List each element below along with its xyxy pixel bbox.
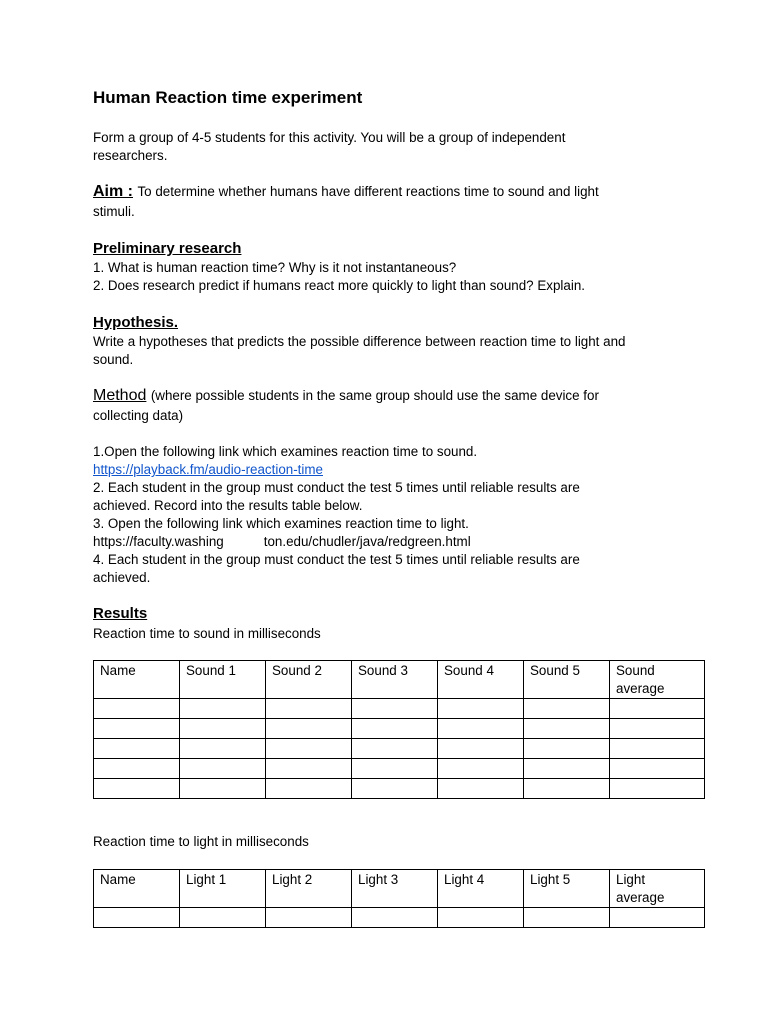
table-cell[interactable] xyxy=(94,908,180,928)
method-note-1: (where possible students in the same group should use the same device for xyxy=(150,388,599,403)
sound-table-caption: Reaction time to sound in milliseconds xyxy=(93,626,321,641)
table-cell[interactable] xyxy=(352,779,438,799)
table-cell[interactable] xyxy=(610,908,705,928)
header-cell xyxy=(610,661,705,699)
table-cell[interactable] xyxy=(266,739,352,759)
table-cell[interactable] xyxy=(524,759,610,779)
table-cell[interactable] xyxy=(524,719,610,739)
header-cell: Sound 1 xyxy=(180,661,266,699)
table-cell[interactable] xyxy=(524,908,610,928)
table-cell[interactable] xyxy=(266,908,352,928)
light-test-url xyxy=(93,533,471,551)
table-cell[interactable] xyxy=(524,779,610,799)
table-cell[interactable] xyxy=(180,759,266,779)
table-row xyxy=(94,699,705,719)
table-cell[interactable] xyxy=(266,779,352,799)
table-cell[interactable] xyxy=(610,759,705,779)
table-cell[interactable] xyxy=(94,739,180,759)
table-cell[interactable] xyxy=(524,699,610,719)
table-cell[interactable] xyxy=(94,779,180,799)
hypothesis-text-1: Write a hypotheses that predicts the possible difference between reaction time to light and xyxy=(93,334,626,349)
table-cell[interactable] xyxy=(610,719,705,739)
table-cell[interactable] xyxy=(352,759,438,779)
header-cell: Sound 5 xyxy=(524,661,610,699)
sound-test-link[interactable]: https://playback.fm/audio-reaction-time xyxy=(93,462,323,477)
table-cell[interactable] xyxy=(438,739,524,759)
table-cell[interactable] xyxy=(352,739,438,759)
table-header-row xyxy=(94,661,705,699)
table-row xyxy=(94,779,705,799)
method-line xyxy=(93,387,599,405)
header-cell: Sound 2 xyxy=(266,661,352,699)
table-cell[interactable] xyxy=(352,699,438,719)
table-cell[interactable] xyxy=(352,908,438,928)
table-cell[interactable] xyxy=(438,719,524,739)
method-step-3: 3. Open the following link which examines reaction time to light. xyxy=(93,516,469,531)
method-step-4-line-1: 4. Each student in the group must conduct the test 5 times until reliable results are xyxy=(93,552,580,567)
table-row xyxy=(94,908,705,928)
document-title: Human Reaction time experiment xyxy=(93,88,363,107)
table-cell[interactable] xyxy=(180,699,266,719)
header-cell: Sound 4 xyxy=(438,661,524,699)
header-cell: Light 4 xyxy=(438,870,524,908)
intro-line-1: Form a group of 4-5 students for this activity. You will be a group of independent xyxy=(93,130,566,145)
aim-text-2: stimuli. xyxy=(93,204,135,219)
header-cell-line: Sound xyxy=(616,663,655,678)
method-heading: Method xyxy=(93,387,147,404)
table-cell[interactable] xyxy=(180,739,266,759)
header-cell-line: Light xyxy=(616,872,646,887)
table-cell[interactable] xyxy=(266,759,352,779)
table-cell[interactable] xyxy=(180,908,266,928)
table-cell[interactable] xyxy=(94,699,180,719)
light-table-caption: Reaction time to light in milliseconds xyxy=(93,834,309,849)
table-row xyxy=(94,759,705,779)
header-cell: Light 1 xyxy=(180,870,266,908)
method-note-2: collecting data) xyxy=(93,408,184,423)
table-cell[interactable] xyxy=(352,719,438,739)
method-step-2-line-1: 2. Each student in the group must conduct the test 5 times until reliable results are xyxy=(93,480,580,495)
header-cell-line: average xyxy=(616,890,665,905)
header-cell: Name xyxy=(94,661,180,699)
table-row xyxy=(94,719,705,739)
header-cell-line: average xyxy=(616,681,665,696)
aim-label: Aim : xyxy=(93,183,133,200)
aim-line xyxy=(93,183,599,201)
results-heading: Results xyxy=(93,605,148,622)
light-results-table xyxy=(93,869,705,928)
sound-results-table xyxy=(93,660,705,799)
table-cell[interactable] xyxy=(94,719,180,739)
header-cell: Name xyxy=(94,870,180,908)
method-step-1: 1.Open the following link which examines reaction time to sound. xyxy=(93,444,478,459)
table-cell[interactable] xyxy=(438,759,524,779)
table-row xyxy=(94,739,705,759)
aim-text-1: To determine whether humans have different reactions time to sound and light xyxy=(137,184,599,199)
table-cell[interactable] xyxy=(610,699,705,719)
header-cell: Light 2 xyxy=(266,870,352,908)
table-cell[interactable] xyxy=(180,719,266,739)
method-step-2-line-2: achieved. Record into the results table below. xyxy=(93,498,363,513)
table-cell[interactable] xyxy=(94,759,180,779)
preliminary-question-2: 2. Does research predict if humans react more quickly to light than sound? Explain. xyxy=(93,278,585,293)
header-cell xyxy=(610,870,705,908)
header-cell: Sound 3 xyxy=(352,661,438,699)
method-step-4-line-2: achieved. xyxy=(93,570,151,585)
table-cell[interactable] xyxy=(266,719,352,739)
hypothesis-text-2: sound. xyxy=(93,352,134,367)
table-cell[interactable] xyxy=(180,779,266,799)
table-header-row xyxy=(94,870,705,908)
table-cell[interactable] xyxy=(266,699,352,719)
hypothesis-heading: Hypothesis. xyxy=(93,314,179,331)
preliminary-question-1: 1. What is human reaction time? Why is it not instantaneous? xyxy=(93,260,457,275)
table-cell[interactable] xyxy=(524,739,610,759)
table-cell[interactable] xyxy=(438,908,524,928)
table-cell[interactable] xyxy=(438,779,524,799)
header-cell: Light 3 xyxy=(352,870,438,908)
light-test-url-part-2: ton.edu/chudler/java/redgreen.html xyxy=(263,534,471,549)
table-cell[interactable] xyxy=(438,699,524,719)
preliminary-heading: Preliminary research xyxy=(93,240,242,257)
table-cell[interactable] xyxy=(610,739,705,759)
intro-line-2: researchers. xyxy=(93,148,168,163)
light-test-url-part-1: https://faculty.washing xyxy=(93,534,224,549)
table-cell[interactable] xyxy=(610,779,705,799)
header-cell: Light 5 xyxy=(524,870,610,908)
